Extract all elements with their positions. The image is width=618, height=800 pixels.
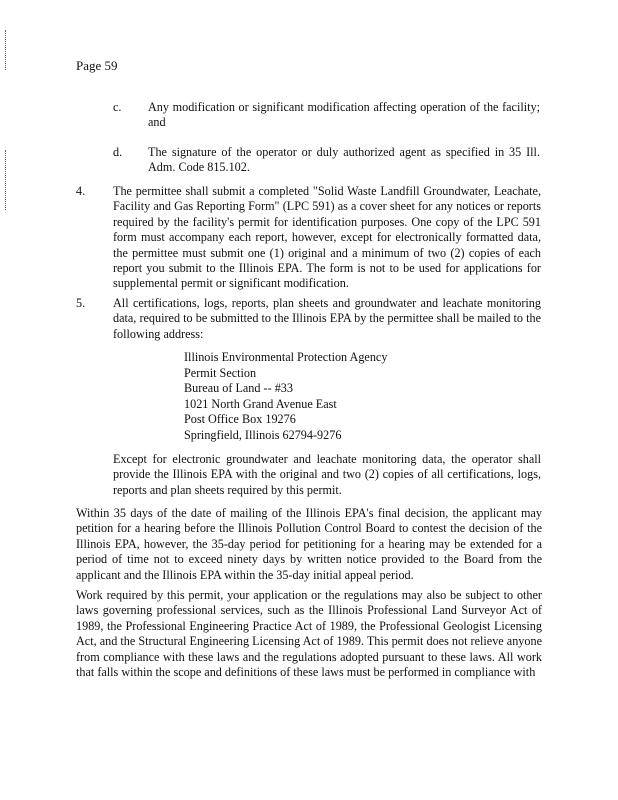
address-line: Permit Section bbox=[184, 365, 257, 380]
subitem-c-label: c. bbox=[113, 100, 122, 114]
address-line: Post Office Box 19276 bbox=[184, 412, 296, 427]
item-4-text: The permittee shall submit a completed "Solid Waste Landfill Groundwater, Leachate, Facility and Gas Reporting Form" (LPC 591) as a cover sheet for any notices or reports required by the facility's permit for identification purposes. One copy of the LPC 591 form must accompany each report, however, except for electronically formatted data, the permittee must submit one (1) original and a minimum of two (2) copies of each report you submit to the Illinois EPA. The form is not to be used for applications for supplemental permit or significant modification. bbox=[113, 184, 541, 291]
professional-services-paragraph: Work required by this permit, your application or the regulations may also be subject to other laws governing professional services, such as the Illinois Professional Land Surveyor Act of 1989, the Professional Engineering Practice Act of 1989, the Professional Geologist Licensing Act, and the Structural Engineering Licensing Act of 1989. This permit does not relieve anyone from compliance with these laws and the regulations adopted pursuant to these laws. All work that falls within the scope and definitions of these laws must be performed in compliance with bbox=[76, 588, 542, 680]
margin-scan-mark bbox=[5, 30, 6, 70]
item-5-text: All certifications, logs, reports, plan sheets and groundwater and leachate monitoring data, required to be submitted to the Illinois EPA by the permittee shall be mailed to the following address: bbox=[113, 296, 541, 341]
subitem-d-label: d. bbox=[113, 145, 123, 159]
mailing-address bbox=[184, 350, 387, 444]
address-line: Bureau of Land -- #33 bbox=[184, 381, 293, 396]
address-line: Illinois Environmental Protection Agency bbox=[184, 350, 388, 364]
address-line: Springfield, Illinois 62794-9276 bbox=[184, 427, 342, 442]
appeal-paragraph: Within 35 days of the date of mailing of the Illinois EPA's final decision, the applicant may petition for a hearing before the Illinois Pollution Control Board to contest the decision of the Illinois EPA, however, the 35-day period for petitioning for a hearing may be extended for a period of time not to exceed ninety days by written notice provided to the Board from the applicant and the Illinois EPA within the 35-day initial appeal period. bbox=[76, 506, 542, 582]
subitem-c-text: Any modification or significant modification affecting operation of the facility; and bbox=[148, 100, 540, 130]
item-5-label: 5. bbox=[76, 296, 86, 310]
margin-scan-mark bbox=[5, 150, 6, 210]
address-line: 1021 North Grand Avenue East bbox=[184, 396, 337, 411]
subitem-d-text: The signature of the operator or duly authorized agent as specified in 35 Ill. Adm. Code 815.102. bbox=[148, 145, 540, 175]
page-number: Page 59 bbox=[76, 58, 118, 73]
item-4-label: 4. bbox=[76, 184, 86, 198]
item-5-continuation: Except for electronic groundwater and leachate monitoring data, the operator shall provide the Illinois EPA with the original and two (2) copies of all certifications, logs, reports and plan sheets required by this permit. bbox=[113, 452, 541, 497]
